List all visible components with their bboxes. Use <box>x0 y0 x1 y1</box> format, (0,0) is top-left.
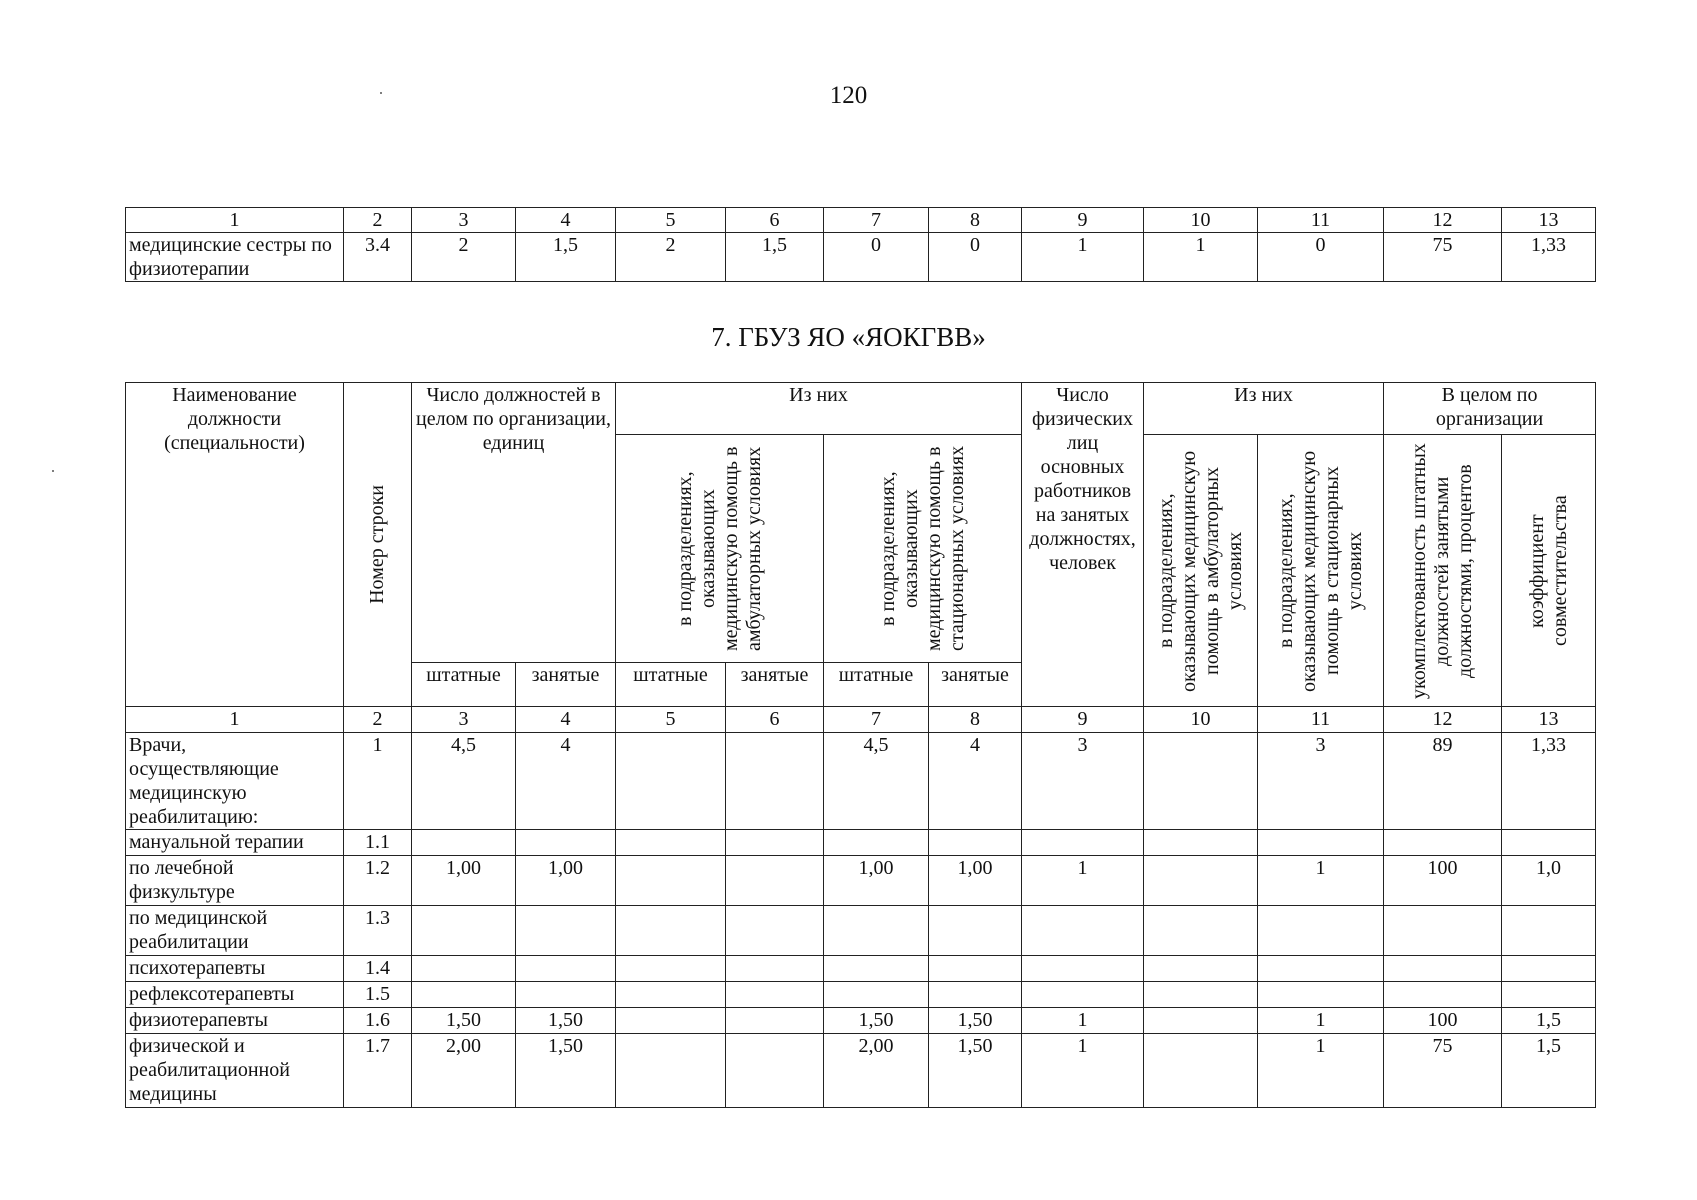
col-number: 6 <box>726 707 824 733</box>
col-number: 2 <box>344 208 412 233</box>
table-cell <box>1258 830 1384 856</box>
table-cell: 89 <box>1384 733 1502 830</box>
col-number: 13 <box>1502 707 1596 733</box>
table-cell <box>1144 1008 1258 1034</box>
table-cell <box>929 956 1022 982</box>
table-cell <box>1258 956 1384 982</box>
continuation-table <box>125 207 1596 282</box>
col-number: 8 <box>929 208 1022 233</box>
table-cell <box>726 982 824 1008</box>
row-number: 1.6 <box>344 1008 412 1034</box>
table-cell <box>824 830 929 856</box>
table-cell <box>1502 830 1596 856</box>
table-cell: 1 <box>1258 1034 1384 1108</box>
table-cell <box>726 733 824 830</box>
table-cell <box>516 906 616 956</box>
table-cell <box>616 906 726 956</box>
table-cell: 75 <box>1384 233 1502 282</box>
table-cell: 1,50 <box>516 1008 616 1034</box>
table-cell <box>616 982 726 1008</box>
table-row <box>126 906 1596 956</box>
table-cell <box>726 1034 824 1108</box>
table-cell: 4 <box>516 733 616 830</box>
table-cell: 1 <box>1258 856 1384 906</box>
table-cell <box>1144 982 1258 1008</box>
table-cell: 1,00 <box>824 856 929 906</box>
header-of-them-2: Из них <box>1144 383 1384 435</box>
header-individuals: Число физических лиц основных работников на занятых должностях, человек <box>1022 383 1144 707</box>
table-cell <box>412 982 516 1008</box>
col-number: 11 <box>1258 707 1384 733</box>
header-staff: штатные <box>412 663 516 707</box>
table-cell: 1,5 <box>1502 1034 1596 1108</box>
header-stationary-label: в подразделениях, оказывающих медицинскую помощь в стационарных условиях <box>876 445 968 652</box>
column-number-row <box>126 707 1596 733</box>
header-staffing <box>1384 435 1502 707</box>
header-staff: штатные <box>824 663 929 707</box>
table-cell: 75 <box>1384 1034 1502 1108</box>
header-org-total: В целом по организации <box>1384 383 1596 435</box>
row-number: 1.5 <box>344 982 412 1008</box>
table-cell: 1,50 <box>412 1008 516 1034</box>
table-cell <box>1502 956 1596 982</box>
section-title: 7. ГБУЗ ЯО «ЯОКГВВ» <box>711 322 986 352</box>
table-cell: 0 <box>929 233 1022 282</box>
col-number: 4 <box>516 707 616 733</box>
table-cell: 1 <box>1022 233 1144 282</box>
table-cell <box>1144 1034 1258 1108</box>
table-cell: 1,50 <box>516 1034 616 1108</box>
col-number: 9 <box>1022 208 1144 233</box>
staffing-table <box>125 382 1596 1108</box>
scan-speck <box>380 92 382 94</box>
table-cell: 100 <box>1384 856 1502 906</box>
table-cell <box>1022 956 1144 982</box>
table-cell <box>616 1008 726 1034</box>
col-number: 13 <box>1502 208 1596 233</box>
table-cell <box>1502 906 1596 956</box>
header-row-number-label: Номер строки <box>366 485 388 604</box>
table-row <box>126 1008 1596 1034</box>
position-name: психотерапевты <box>126 956 344 982</box>
header-of-them: Из них <box>616 383 1022 435</box>
header-ind-ambulatory <box>1144 435 1258 707</box>
table-cell: 1,33 <box>1502 733 1596 830</box>
table-cell <box>616 830 726 856</box>
table-row <box>126 1034 1596 1108</box>
table-row <box>126 856 1596 906</box>
header-stationary <box>824 435 1022 663</box>
table-cell: 1 <box>1022 1008 1144 1034</box>
position-name: медицинские сестры по физиотерапии <box>126 233 344 282</box>
table-cell <box>1144 856 1258 906</box>
table-cell <box>1258 906 1384 956</box>
table-cell <box>516 982 616 1008</box>
col-number: 3 <box>412 707 516 733</box>
position-name: по лечебной физкультуре <box>126 856 344 906</box>
table-cell: 1,00 <box>412 856 516 906</box>
row-number: 1.3 <box>344 906 412 956</box>
table-cell: 2,00 <box>412 1034 516 1108</box>
table-cell <box>1144 906 1258 956</box>
table-row <box>126 233 1596 282</box>
row-number: 1.7 <box>344 1034 412 1108</box>
header-ind-ambulatory-label: в подразделениях, оказывающих медицинскую помощь в амбулаторных условиях <box>1154 449 1246 692</box>
table-cell: 1,00 <box>929 856 1022 906</box>
table-cell <box>1022 906 1144 956</box>
header-coefficient-label: коэффициент совместительства <box>1525 495 1571 646</box>
table-row <box>126 982 1596 1008</box>
table-cell: 3 <box>1258 733 1384 830</box>
position-name: по медицинской реабилитации <box>126 906 344 956</box>
table-cell: 4,5 <box>412 733 516 830</box>
header-coefficient <box>1502 435 1596 707</box>
table-cell: 1,5 <box>1502 1008 1596 1034</box>
col-number: 7 <box>824 707 929 733</box>
table-cell <box>1384 956 1502 982</box>
col-number: 6 <box>726 208 824 233</box>
table-cell: 2 <box>412 233 516 282</box>
header-ambulatory-label: в подразделениях, оказывающих медицинскую помощь в амбулаторных условиях <box>673 446 765 651</box>
table-cell <box>929 830 1022 856</box>
table-cell <box>1144 830 1258 856</box>
row-number: 1.1 <box>344 830 412 856</box>
col-number: 8 <box>929 707 1022 733</box>
table-row <box>126 733 1596 830</box>
table-row <box>126 830 1596 856</box>
col-number: 11 <box>1258 208 1384 233</box>
col-number: 12 <box>1384 208 1502 233</box>
position-name: Врачи, осуществляющие медицинскую реабилитацию: <box>126 733 344 830</box>
table-cell: 0 <box>1258 233 1384 282</box>
table-cell: 4,5 <box>824 733 929 830</box>
col-number: 5 <box>616 208 726 233</box>
table-cell: 2,00 <box>824 1034 929 1108</box>
table-cell: 0 <box>824 233 929 282</box>
table-cell <box>516 956 616 982</box>
row-number: 1 <box>344 733 412 830</box>
table-cell: 2 <box>616 233 726 282</box>
table-cell <box>1384 830 1502 856</box>
position-name: физической и реабилитационной медицины <box>126 1034 344 1108</box>
header-position-name: Наименование должности (специальности) <box>126 383 344 707</box>
table-cell <box>1144 956 1258 982</box>
table-cell: 1,00 <box>516 856 616 906</box>
header-staffing-label: укомплектованность штатных должностей занятыми должностями, процентов <box>1408 442 1476 699</box>
table-cell <box>726 856 824 906</box>
header-row-number <box>344 383 412 707</box>
col-number: 2 <box>344 707 412 733</box>
table-cell <box>929 906 1022 956</box>
header-occupied: занятые <box>516 663 616 707</box>
table-cell <box>412 906 516 956</box>
header-ind-stationary <box>1258 435 1384 707</box>
col-number: 10 <box>1144 208 1258 233</box>
col-number: 7 <box>824 208 929 233</box>
header-staff: штатные <box>616 663 726 707</box>
table-cell <box>726 956 824 982</box>
header-row <box>126 383 1596 435</box>
table-cell <box>929 982 1022 1008</box>
table-cell: 1 <box>1022 856 1144 906</box>
table-cell <box>1384 982 1502 1008</box>
col-number: 12 <box>1384 707 1502 733</box>
table-cell <box>824 906 929 956</box>
table-cell <box>1258 982 1384 1008</box>
table-cell: 4 <box>929 733 1022 830</box>
table-cell: 1,33 <box>1502 233 1596 282</box>
position-name: мануальной терапии <box>126 830 344 856</box>
table-cell: 1,5 <box>726 233 824 282</box>
header-occupied: занятые <box>929 663 1022 707</box>
table-cell <box>824 956 929 982</box>
column-number-row <box>126 208 1596 233</box>
table-cell <box>726 1008 824 1034</box>
table-cell: 1,5 <box>516 233 616 282</box>
header-ambulatory <box>616 435 824 663</box>
table-cell: 1,50 <box>824 1008 929 1034</box>
table-cell <box>1022 982 1144 1008</box>
table-cell <box>1022 830 1144 856</box>
col-number: 9 <box>1022 707 1144 733</box>
table-cell: 100 <box>1384 1008 1502 1034</box>
table-cell: 1,50 <box>929 1034 1022 1108</box>
table-row <box>126 956 1596 982</box>
col-number: 3 <box>412 208 516 233</box>
table-cell <box>726 906 824 956</box>
row-number: 1.4 <box>344 956 412 982</box>
table-cell: 3 <box>1022 733 1144 830</box>
scan-speck <box>52 470 54 472</box>
table-cell <box>616 1034 726 1108</box>
col-number: 4 <box>516 208 616 233</box>
table-cell <box>1384 906 1502 956</box>
position-name: физиотерапевты <box>126 1008 344 1034</box>
table-cell <box>516 830 616 856</box>
table-cell <box>412 956 516 982</box>
table-cell <box>824 982 929 1008</box>
header-occupied: занятые <box>726 663 824 707</box>
table-cell <box>616 856 726 906</box>
page-number: 120 <box>829 82 868 109</box>
col-number: 10 <box>1144 707 1258 733</box>
position-name: рефлексотерапевты <box>126 982 344 1008</box>
table-cell <box>726 830 824 856</box>
col-number: 5 <box>616 707 726 733</box>
col-number: 1 <box>126 707 344 733</box>
table-cell: 1,0 <box>1502 856 1596 906</box>
table-cell: 1 <box>1258 1008 1384 1034</box>
table-cell <box>412 830 516 856</box>
table-cell <box>1502 982 1596 1008</box>
table-cell: 1,50 <box>929 1008 1022 1034</box>
header-ind-stationary-label: в подразделениях, оказывающих медицинскую помощь в стационарных условиях <box>1274 449 1366 692</box>
table-cell <box>616 956 726 982</box>
table-cell <box>1144 733 1258 830</box>
row-number: 3.4 <box>344 233 412 282</box>
row-number: 1.2 <box>344 856 412 906</box>
header-positions-total: Число должностей в целом по организации, единиц <box>412 383 616 663</box>
col-number: 1 <box>126 208 344 233</box>
table-cell: 1 <box>1022 1034 1144 1108</box>
table-cell: 1 <box>1144 233 1258 282</box>
table-cell <box>616 733 726 830</box>
